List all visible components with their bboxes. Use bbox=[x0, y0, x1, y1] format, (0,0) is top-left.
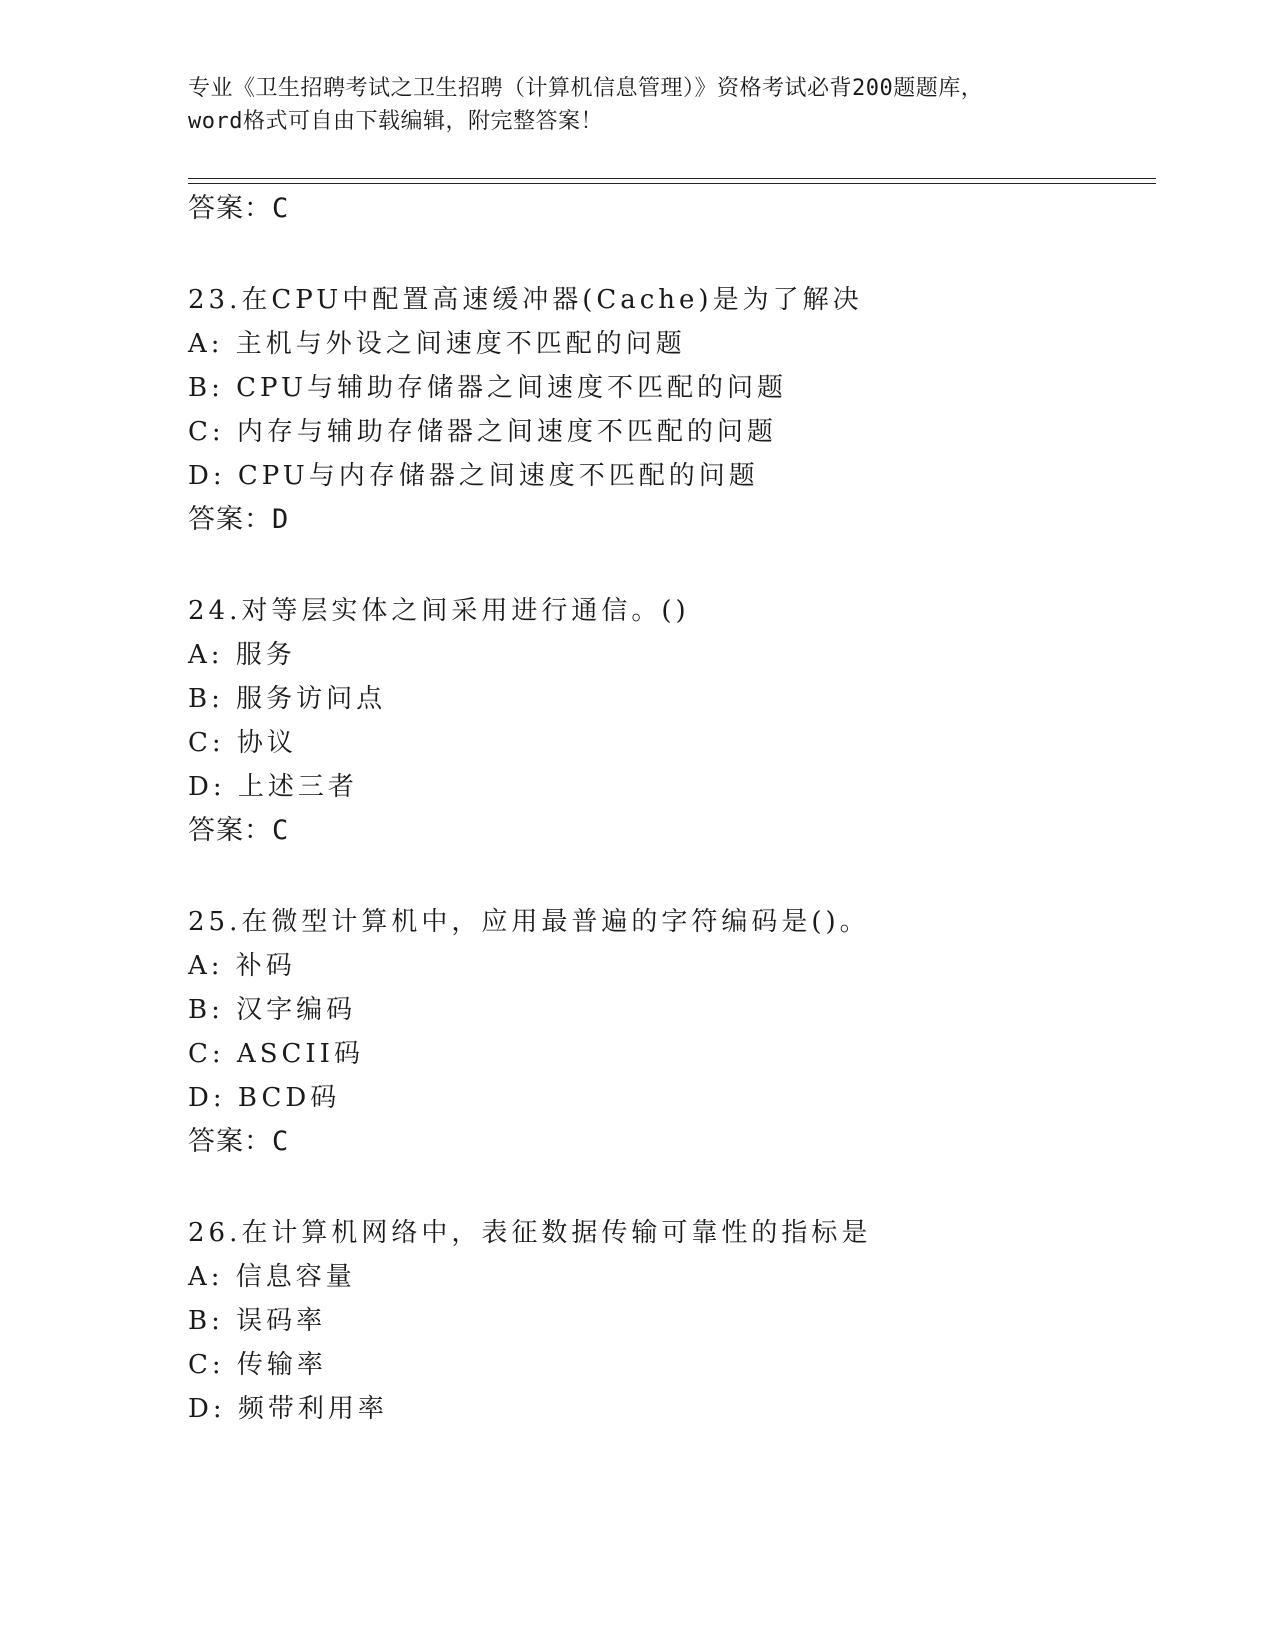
question-24-option-a: A: 服务 bbox=[188, 640, 296, 670]
question-24-option-b: B: 服务访问点 bbox=[188, 684, 387, 714]
question-24-stem: 24.对等层实体之间采用进行通信。() bbox=[188, 596, 690, 626]
question-25-option-b: B: 汉字编码 bbox=[188, 995, 357, 1025]
question-23-stem: 23.在CPU中配置高速缓冲器(Cache)是为了解决 bbox=[188, 285, 863, 315]
question-25-option-d: D: BCD码 bbox=[188, 1083, 341, 1113]
question-24-option-d: D: 上述三者 bbox=[188, 772, 358, 802]
question-26-option-a: A: 信息容量 bbox=[188, 1262, 356, 1292]
question-25-answer: 答案：C bbox=[188, 1126, 290, 1157]
question-26-option-d: D: 频带利用率 bbox=[188, 1394, 388, 1424]
header-divider-bottom bbox=[188, 183, 1156, 184]
question-26-stem: 26.在计算机网络中，表征数据传输可靠性的指标是 bbox=[188, 1218, 872, 1248]
document-header bbox=[188, 72, 1088, 138]
previous-answer: 答案：C bbox=[188, 193, 290, 224]
header-divider-top bbox=[188, 178, 1156, 179]
header-line-2: word格式可自由下载编辑，附完整答案！ bbox=[188, 109, 603, 134]
question-24-option-c: C: 协议 bbox=[188, 728, 297, 758]
question-23-answer: 答案：D bbox=[188, 504, 290, 535]
header-line-1: 专业《卫生招聘考试之卫生招聘（计算机信息管理）》资格考试必背200题题库， bbox=[188, 76, 984, 101]
question-23-option-c: C: 内存与辅助存储器之间速度不匹配的问题 bbox=[188, 417, 777, 447]
question-25-option-c: C: ASCII码 bbox=[188, 1039, 364, 1069]
question-26-option-c: C: 传输率 bbox=[188, 1350, 327, 1380]
question-23-option-a: A: 主机与外设之间速度不匹配的问题 bbox=[188, 329, 686, 359]
question-26-option-b: B: 误码率 bbox=[188, 1306, 327, 1336]
question-25-option-a: A: 补码 bbox=[188, 951, 296, 981]
question-23-option-d: D: CPU与内存储器之间速度不匹配的问题 bbox=[188, 461, 759, 491]
question-23-option-b: B: CPU与辅助存储器之间速度不匹配的问题 bbox=[188, 373, 787, 403]
question-25-stem: 25.在微型计算机中，应用最普遍的字符编码是()。 bbox=[188, 907, 870, 937]
question-24-answer: 答案：C bbox=[188, 815, 290, 846]
